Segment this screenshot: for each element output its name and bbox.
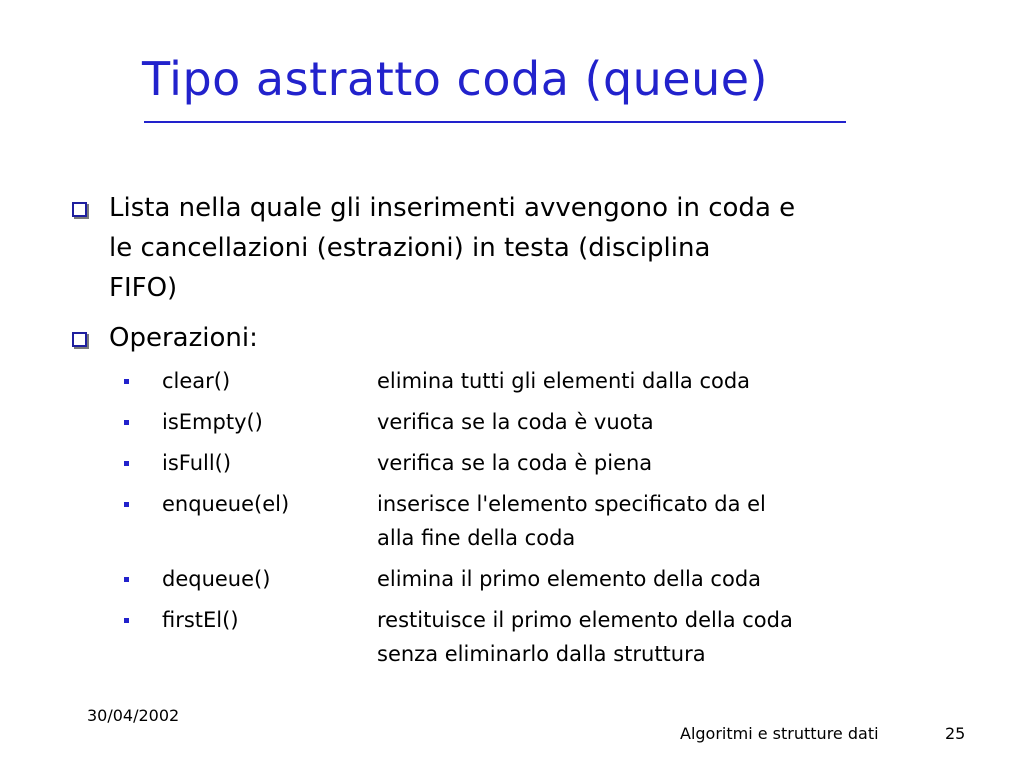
bullet-text-line: Operazioni:	[109, 323, 258, 353]
operation-description: verifica se la coda è piena	[377, 451, 653, 475]
square-bullet-icon	[72, 202, 87, 217]
operation-name: enqueue(el)	[162, 492, 290, 516]
operation-description-continued: alla fine della coda	[377, 526, 576, 550]
slide-number: 25	[945, 724, 966, 743]
bullet-text-line: le cancellazioni (estrazioni) in testa (disciplina	[109, 233, 711, 263]
square-bullet-icon	[72, 332, 87, 347]
operation-description: elimina il primo elemento della coda	[377, 567, 762, 591]
square-bullet-icon	[124, 618, 129, 623]
bullet-text-line: Lista nella quale gli inserimenti avvengono in coda e	[109, 193, 796, 223]
operation-description: restituisce il primo elemento della coda	[377, 608, 793, 632]
slide-title: Tipo astratto coda (queue)	[142, 52, 769, 106]
title-underline	[144, 121, 846, 123]
operation-name: isFull()	[162, 451, 232, 475]
operation-description: inserisce l'elemento specificato da el	[377, 492, 766, 516]
operation-name: dequeue()	[162, 567, 271, 591]
operation-description-continued: senza eliminarlo dalla struttura	[377, 642, 706, 666]
operation-name: firstEl()	[162, 608, 239, 632]
square-bullet-icon	[124, 420, 129, 425]
operation-description: verifica se la coda è vuota	[377, 410, 654, 434]
footer-course-title: Algoritmi e strutture dati	[680, 724, 879, 743]
square-bullet-icon	[124, 461, 129, 466]
square-bullet-icon	[124, 502, 129, 507]
operation-description: elimina tutti gli elementi dalla coda	[377, 369, 751, 393]
operation-name: clear()	[162, 369, 231, 393]
footer-date: 30/04/2002	[87, 706, 180, 725]
operation-name: isEmpty()	[162, 410, 263, 434]
bullet-text-line: FIFO)	[109, 273, 178, 303]
square-bullet-icon	[124, 577, 129, 582]
square-bullet-icon	[124, 379, 129, 384]
